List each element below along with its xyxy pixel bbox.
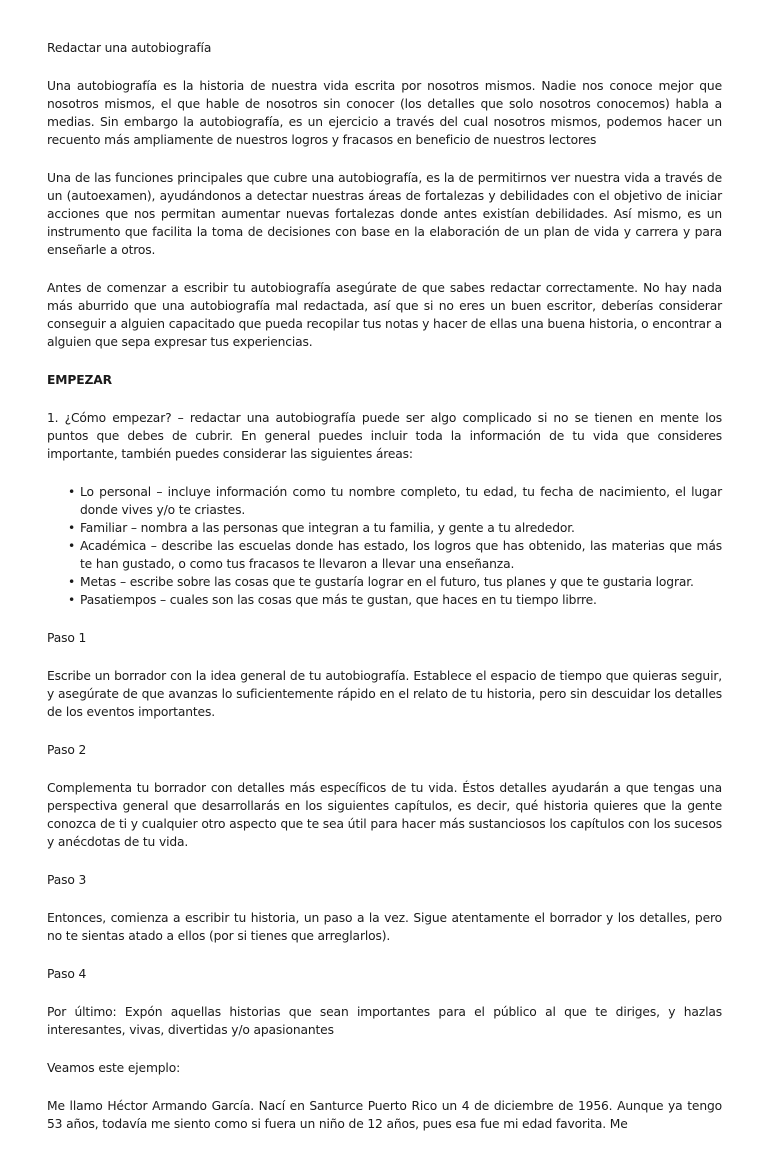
list-item xyxy=(47,537,722,573)
list-item xyxy=(47,519,722,537)
paso-4-text: Por último: Expón aquellas historias que sean importantes para el público al que te diriges, y hazlas interesantes, vivas, divertidas y/o apasionantes xyxy=(47,1005,722,1037)
paso-1-label: Paso 1 xyxy=(47,631,87,645)
paso-3-text: Entonces, comienza a escribir tu historia, un paso a la vez. Sigue atentamente el borrador y los detalles, pero no te sientas atado a ellos (por si tienes que arreglarlos). xyxy=(47,911,722,943)
areas-list xyxy=(47,483,722,609)
intro-paragraph: Una autobiografía es la historia de nuestra vida escrita por nosotros mismos. Nadie nos conoce mejor que nosotros mismos, el que hable de nosotros sin conocer (los detalles que solo nosotros conocemos) habla a medias. Sin embargo la autobiografía, es un ejercicio a través del cual nosotros mismos, podemos hacer un recuento más ampliamente de nuestros logros y fracasos en beneficio de nuestros lectores xyxy=(47,79,722,147)
bullet-icon: • xyxy=(68,485,76,499)
bullet-icon: • xyxy=(68,521,76,535)
paso-4-label: Paso 4 xyxy=(47,967,87,981)
example-paragraph: Me llamo Héctor Armando García. Nací en Santurce Puerto Rico un 4 de diciembre de 1956. Aunque ya tengo 53 años, todavía me siento como si fuera un niño de 12 años, pues esa fue mi edad favorita. Me xyxy=(47,1099,722,1131)
document-page xyxy=(47,39,722,1153)
before-writing-paragraph: Antes de comenzar a escribir tu autobiografía asegúrate de que sabes redactar correctamente. No hay nada más aburrido que una autobiografía mal redactada, así que si no eres un buen escritor, deberías considerar conseguir a alguien capacitado que pueda recopilar tus notas y hacer de ellas una buena historia, o encontrar a alguien que sepa expresar tus experiencias. xyxy=(47,281,722,349)
bullet-icon: • xyxy=(68,575,76,589)
bullet-icon: • xyxy=(68,539,76,553)
list-item-text: Académica – describe las escuelas donde has estado, los logros que has obtenido, las materias que más te han gustado, o como tus fracasos te llevaron a llevar una enseñanza. xyxy=(80,539,722,571)
how-to-start-paragraph: 1. ¿Cómo empezar? – redactar una autobiografía puede ser algo complicado si no se tienen en mente los puntos que debes de cubrir. En general puedes incluir toda la información de tu vida que consideres importante, también puedes considerar las siguientes áreas: xyxy=(47,411,722,461)
list-item-text: Metas – escribe sobre las cosas que te gustaría lograr en el futuro, tus planes y que te gustaria lograr. xyxy=(80,575,694,589)
paso-2-text: Complementa tu borrador con detalles más específicos de tu vida. Éstos detalles ayudarán a que tengas una perspectiva general que desarrollarás en los siguientes capítulos, es decir, qué historia quieres que la gente conozca de ti y cualquier otro aspecto que te sea útil para hacer más sustanciosos los capítulos con los sucesos y anécdotas de tu vida. xyxy=(47,781,722,849)
list-item-text: Pasatiempos – cuales son las cosas que más te gustan, que haces en tu tiempo librre. xyxy=(80,593,597,607)
example-intro: Veamos este ejemplo: xyxy=(47,1061,181,1075)
list-item xyxy=(47,591,722,609)
list-item-text: Familiar – nombra a las personas que integran a tu familia, y gente a tu alrededor. xyxy=(80,521,575,535)
list-item-text: Lo personal – incluye información como tu nombre completo, tu edad, tu fecha de nacimiento, el lugar donde vives y/o te criastes. xyxy=(80,485,722,517)
bullet-icon: • xyxy=(68,593,76,607)
paso-3-label: Paso 3 xyxy=(47,873,87,887)
document-title: Redactar una autobiografía xyxy=(47,41,212,55)
list-item xyxy=(47,483,722,519)
functions-paragraph: Una de las funciones principales que cubre una autobiografía, es la de permitirnos ver nuestra vida a través de un (autoexamen), ayudándonos a detectar nuestras áreas de fortalezas y debilidades con el objetivo de iniciar acciones que nos permitan aumentar nuevas fortalezas donde antes existían debilidades. Así mismo, es un instrumento que facilita la toma de decisiones con base en la elaboración de un plan de vida y carrera y para enseñarle a otros. xyxy=(47,171,722,257)
empezar-heading: EMPEZAR xyxy=(47,373,112,387)
paso-1-text: Escribe un borrador con la idea general de tu autobiografía. Establece el espacio de tiempo que quieras seguir, y asegúrate de que avanzas lo suficientemente rápido en el relato de tu historia, pero sin descuidar los detalles de los eventos importantes. xyxy=(47,669,722,719)
list-item xyxy=(47,573,722,591)
paso-2-label: Paso 2 xyxy=(47,743,87,757)
